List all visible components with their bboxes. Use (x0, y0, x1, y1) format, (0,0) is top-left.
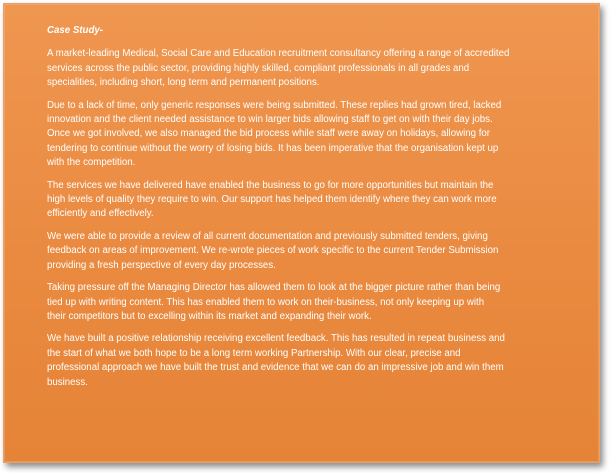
paragraph-services-delivered: The services we have delivered have enabled the business to go for more opportunities but maintain the high levels of quality they require to win. Our support has helped them identify where they can work more efficiently and effectively. (47, 179, 497, 220)
paragraph-challenge: Due to a lack of time, only generic responses were being submitted. These replies had grown tired, lacked innovation and the client needed assistance to win larger bids allowing staff to get on with their day jobs. Once we got involved, we also managed the bid process while staff were away on holidays, allowing for tendering to continue without the worry of losing bids. It has been imperative that the organisation kept up with the competition. (47, 99, 502, 169)
case-study-card (3, 3, 600, 463)
case-study-heading: Case Study- (47, 25, 103, 36)
paragraph-review: We were able to provide a review of all current documentation and previously submitted tenders, giving feedback on areas of improvement. We re-wrote pieces of work specific to the current Tender Submission providing a fresh perspective of every day processes. (47, 230, 499, 271)
paragraph-relationship: We have built a positive relationship receiving excellent feedback. This has resulted in repeat business and the start of what we both hope to be a long term working Partnership. With our clear, precise and professional approach we have built the trust and evidence that we can do an impressive job and win them business. (47, 333, 505, 388)
paragraph-managing-director: Taking pressure off the Managing Director has allowed them to look at the bigger picture rather than being tied up with writing content. This has enabled them to work on their-business, not only keeping up with their competitors but to excelling within its market and expanding their work. (47, 282, 501, 322)
paragraph-company-overview: A market-leading Medical, Social Care and Education recruitment consultancy offering a range of accredited services across the public sector, providing highly skilled, compliant professionals in all grades and specialities, including short, long term and permanent positions. (47, 48, 510, 89)
